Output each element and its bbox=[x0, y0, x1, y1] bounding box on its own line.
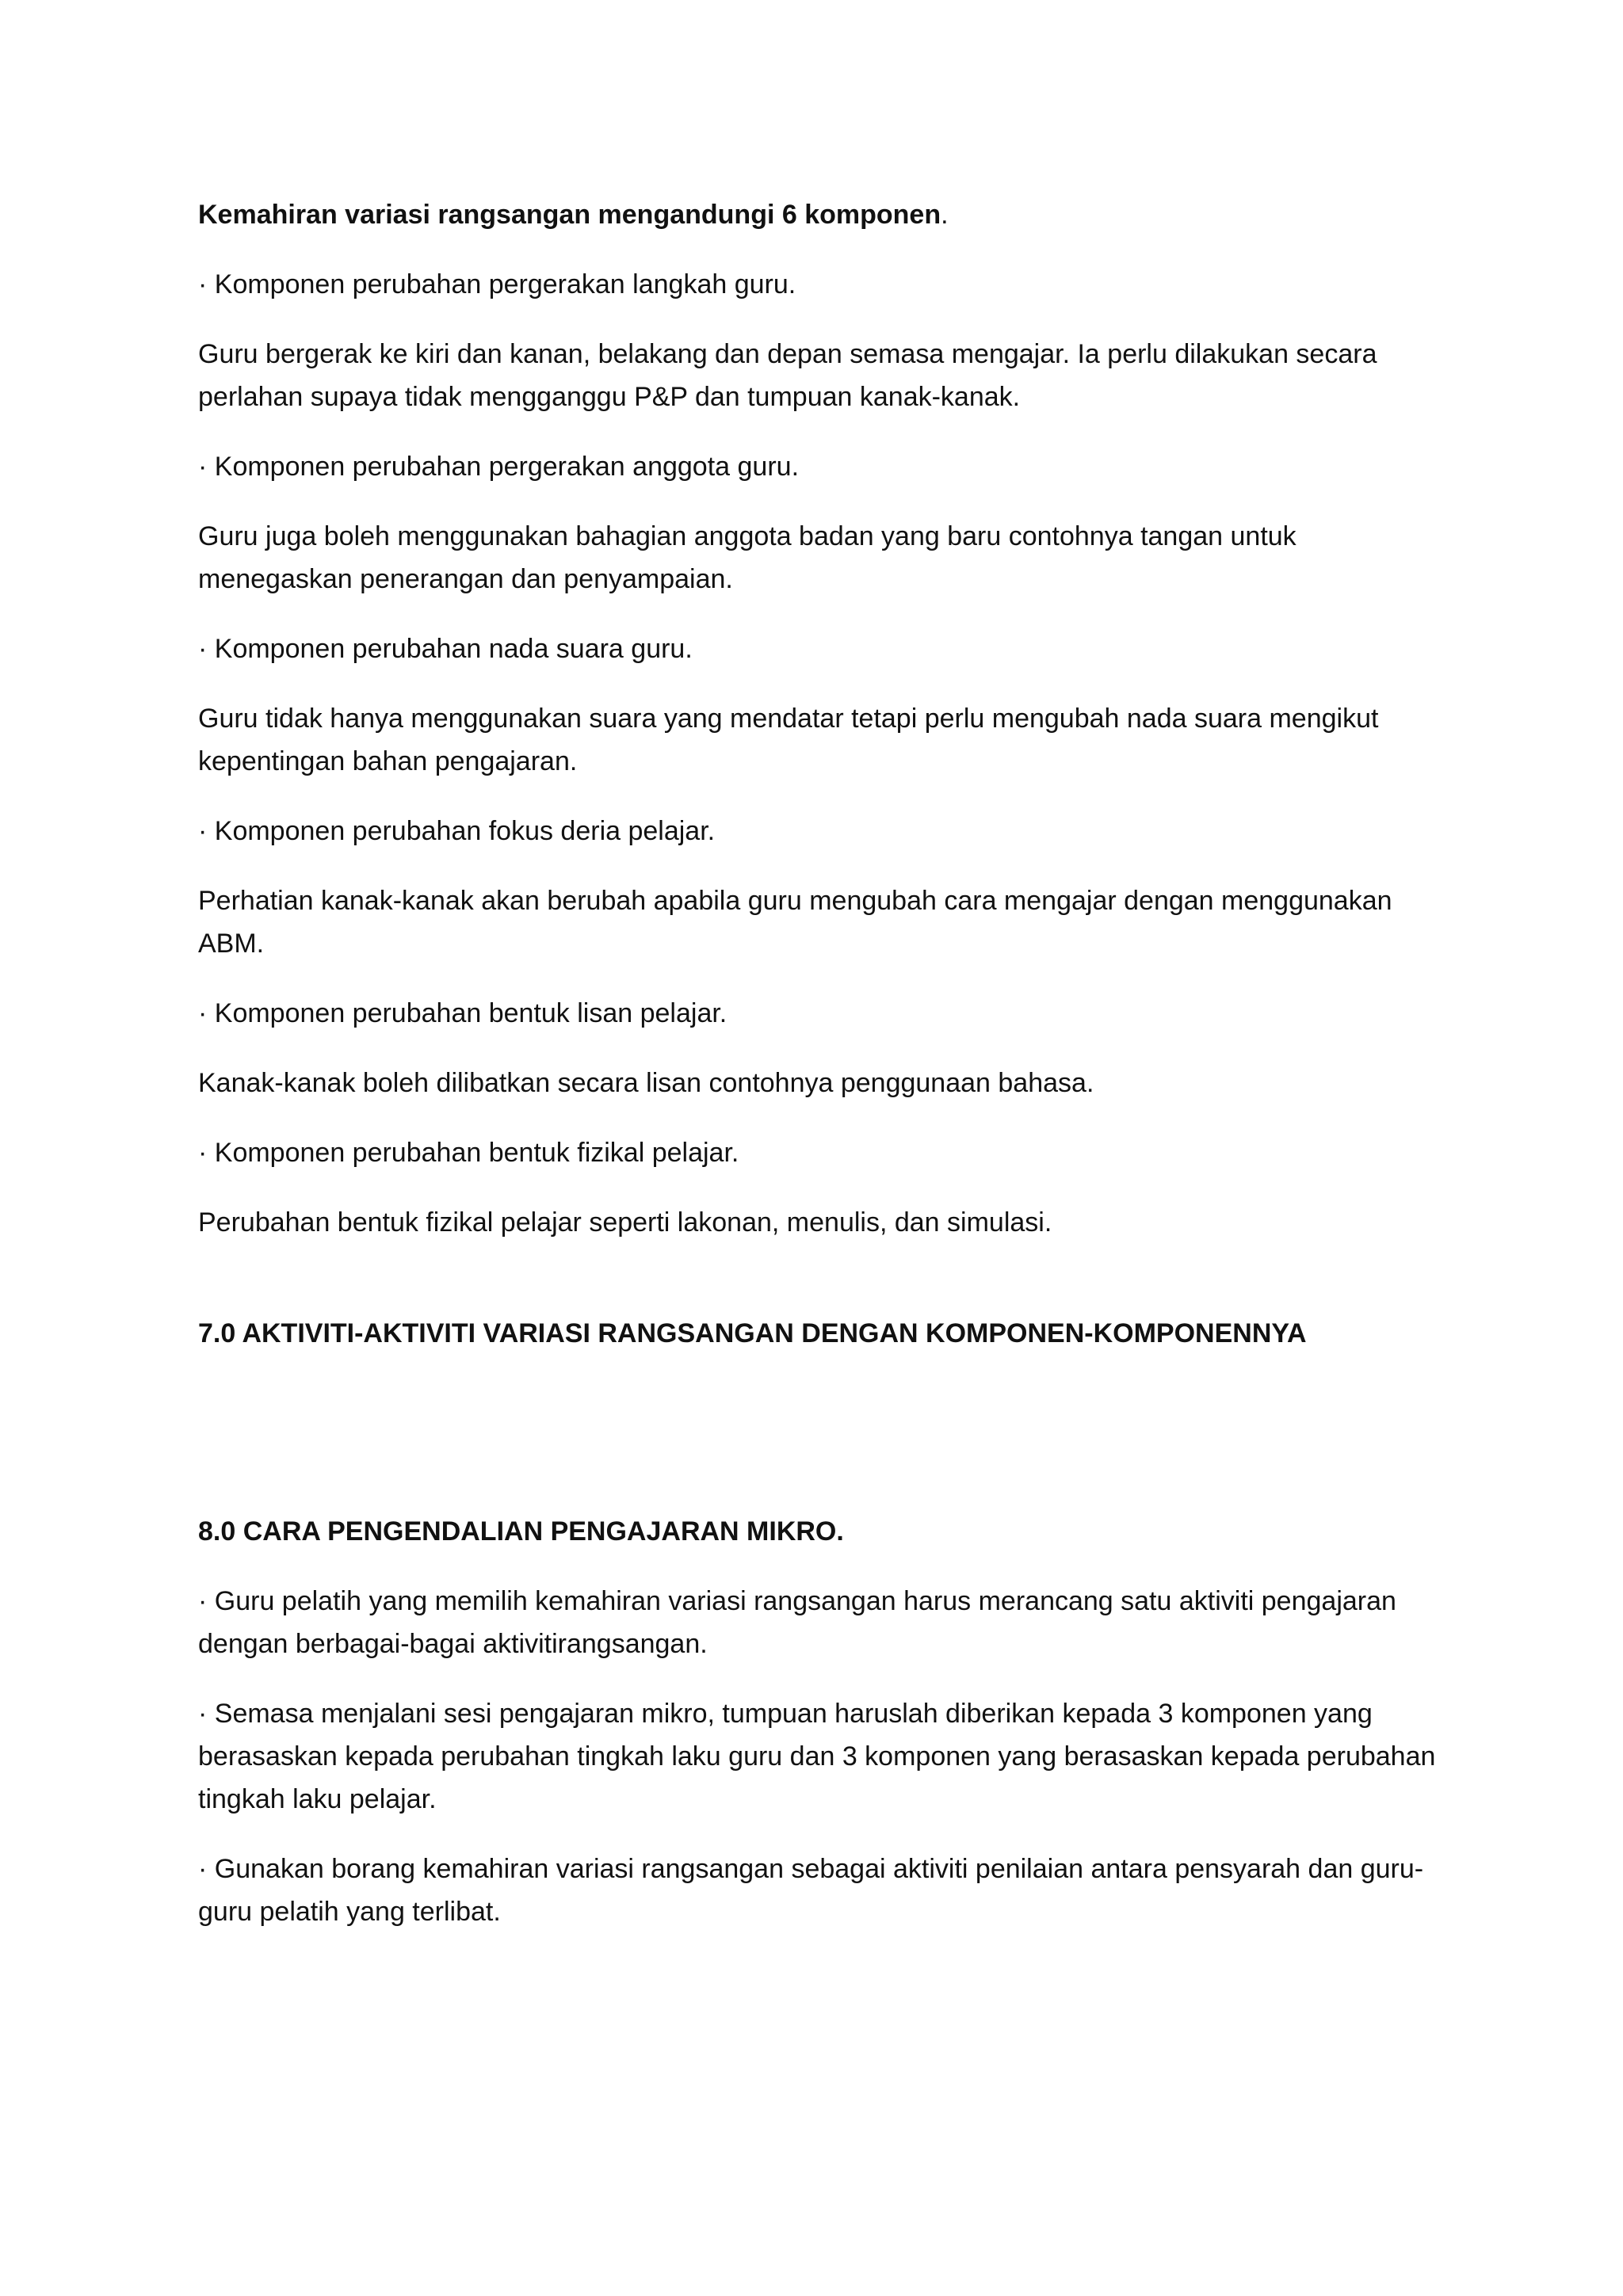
section-7-heading: 7.0 AKTIVITI-AKTIVITI VARIASI RANGSANGAN DENGAN KOMPONEN-KOMPONENNYA bbox=[198, 1318, 1307, 1348]
component-description-6: Perubahan bentuk fizikal pelajar seperti lakonan, menulis, dan simulasi. bbox=[198, 1207, 1052, 1238]
component-bullet-5: · Komponen perubahan bentuk lisan pelajar. bbox=[198, 998, 727, 1028]
section-8-heading: 8.0 CARA PENGENDALIAN PENGAJARAN MIKRO. bbox=[198, 1516, 844, 1547]
component-description-3: Guru tidak hanya menggunakan suara yang mendatar tetapi perlu mengubah nada suara mengikut kepentingan bahan pengajaran. bbox=[198, 704, 1379, 776]
intro-heading-period: . bbox=[941, 200, 949, 230]
component-bullet-2: · Komponen perubahan pergerakan anggota guru. bbox=[198, 452, 800, 482]
component-bullet-1: · Komponen perubahan pergerakan langkah guru. bbox=[198, 269, 796, 299]
section-8-point-2: · Semasa menjalani sesi pengajaran mikro, tumpuan haruslah diberikan kepada 3 komponen yang berasaskan kepada perubahan tingkah laku guru dan 3 komponen yang berasaskan kepada perubahan tingkah laku pelajar. bbox=[198, 1699, 1436, 1814]
document-body bbox=[198, 193, 1450, 1960]
intro-heading bbox=[198, 193, 1450, 236]
component-description-1: Guru bergerak ke kiri dan kanan, belakang dan depan semasa mengajar. Ia perlu dilakukan secara perlahan supaya tidak mengganggu P&P dan tumpuan kanak-kanak. bbox=[198, 339, 1377, 412]
section-8-point-3: · Gunakan borang kemahiran variasi rangsangan sebagai aktiviti penilaian antara pensyarah dan guru-guru pelatih yang terlibat. bbox=[198, 1854, 1424, 1927]
component-description-5: Kanak-kanak boleh dilibatkan secara lisan contohnya penggunaan bahasa. bbox=[198, 1068, 1094, 1098]
component-description-4: Perhatian kanak-kanak akan berubah apabila guru mengubah cara mengajar dengan menggunakan ABM. bbox=[198, 886, 1392, 959]
section-8-point-1: · Guru pelatih yang memilih kemahiran variasi rangsangan harus merancang satu aktiviti pengajaran dengan berbagai-bagai aktivitirangsangan. bbox=[198, 1586, 1396, 1659]
component-description-2: Guru juga boleh menggunakan bahagian anggota badan yang baru contohnya tangan untuk menegaskan penerangan dan penyampaian. bbox=[198, 521, 1296, 594]
intro-heading-bold: Kemahiran variasi rangsangan mengandungi 6 komponen bbox=[198, 200, 941, 230]
component-bullet-6: · Komponen perubahan bentuk fizikal pelajar. bbox=[198, 1138, 739, 1168]
component-bullet-3: · Komponen perubahan nada suara guru. bbox=[198, 634, 693, 664]
component-bullet-4: · Komponen perubahan fokus deria pelajar. bbox=[198, 816, 716, 846]
